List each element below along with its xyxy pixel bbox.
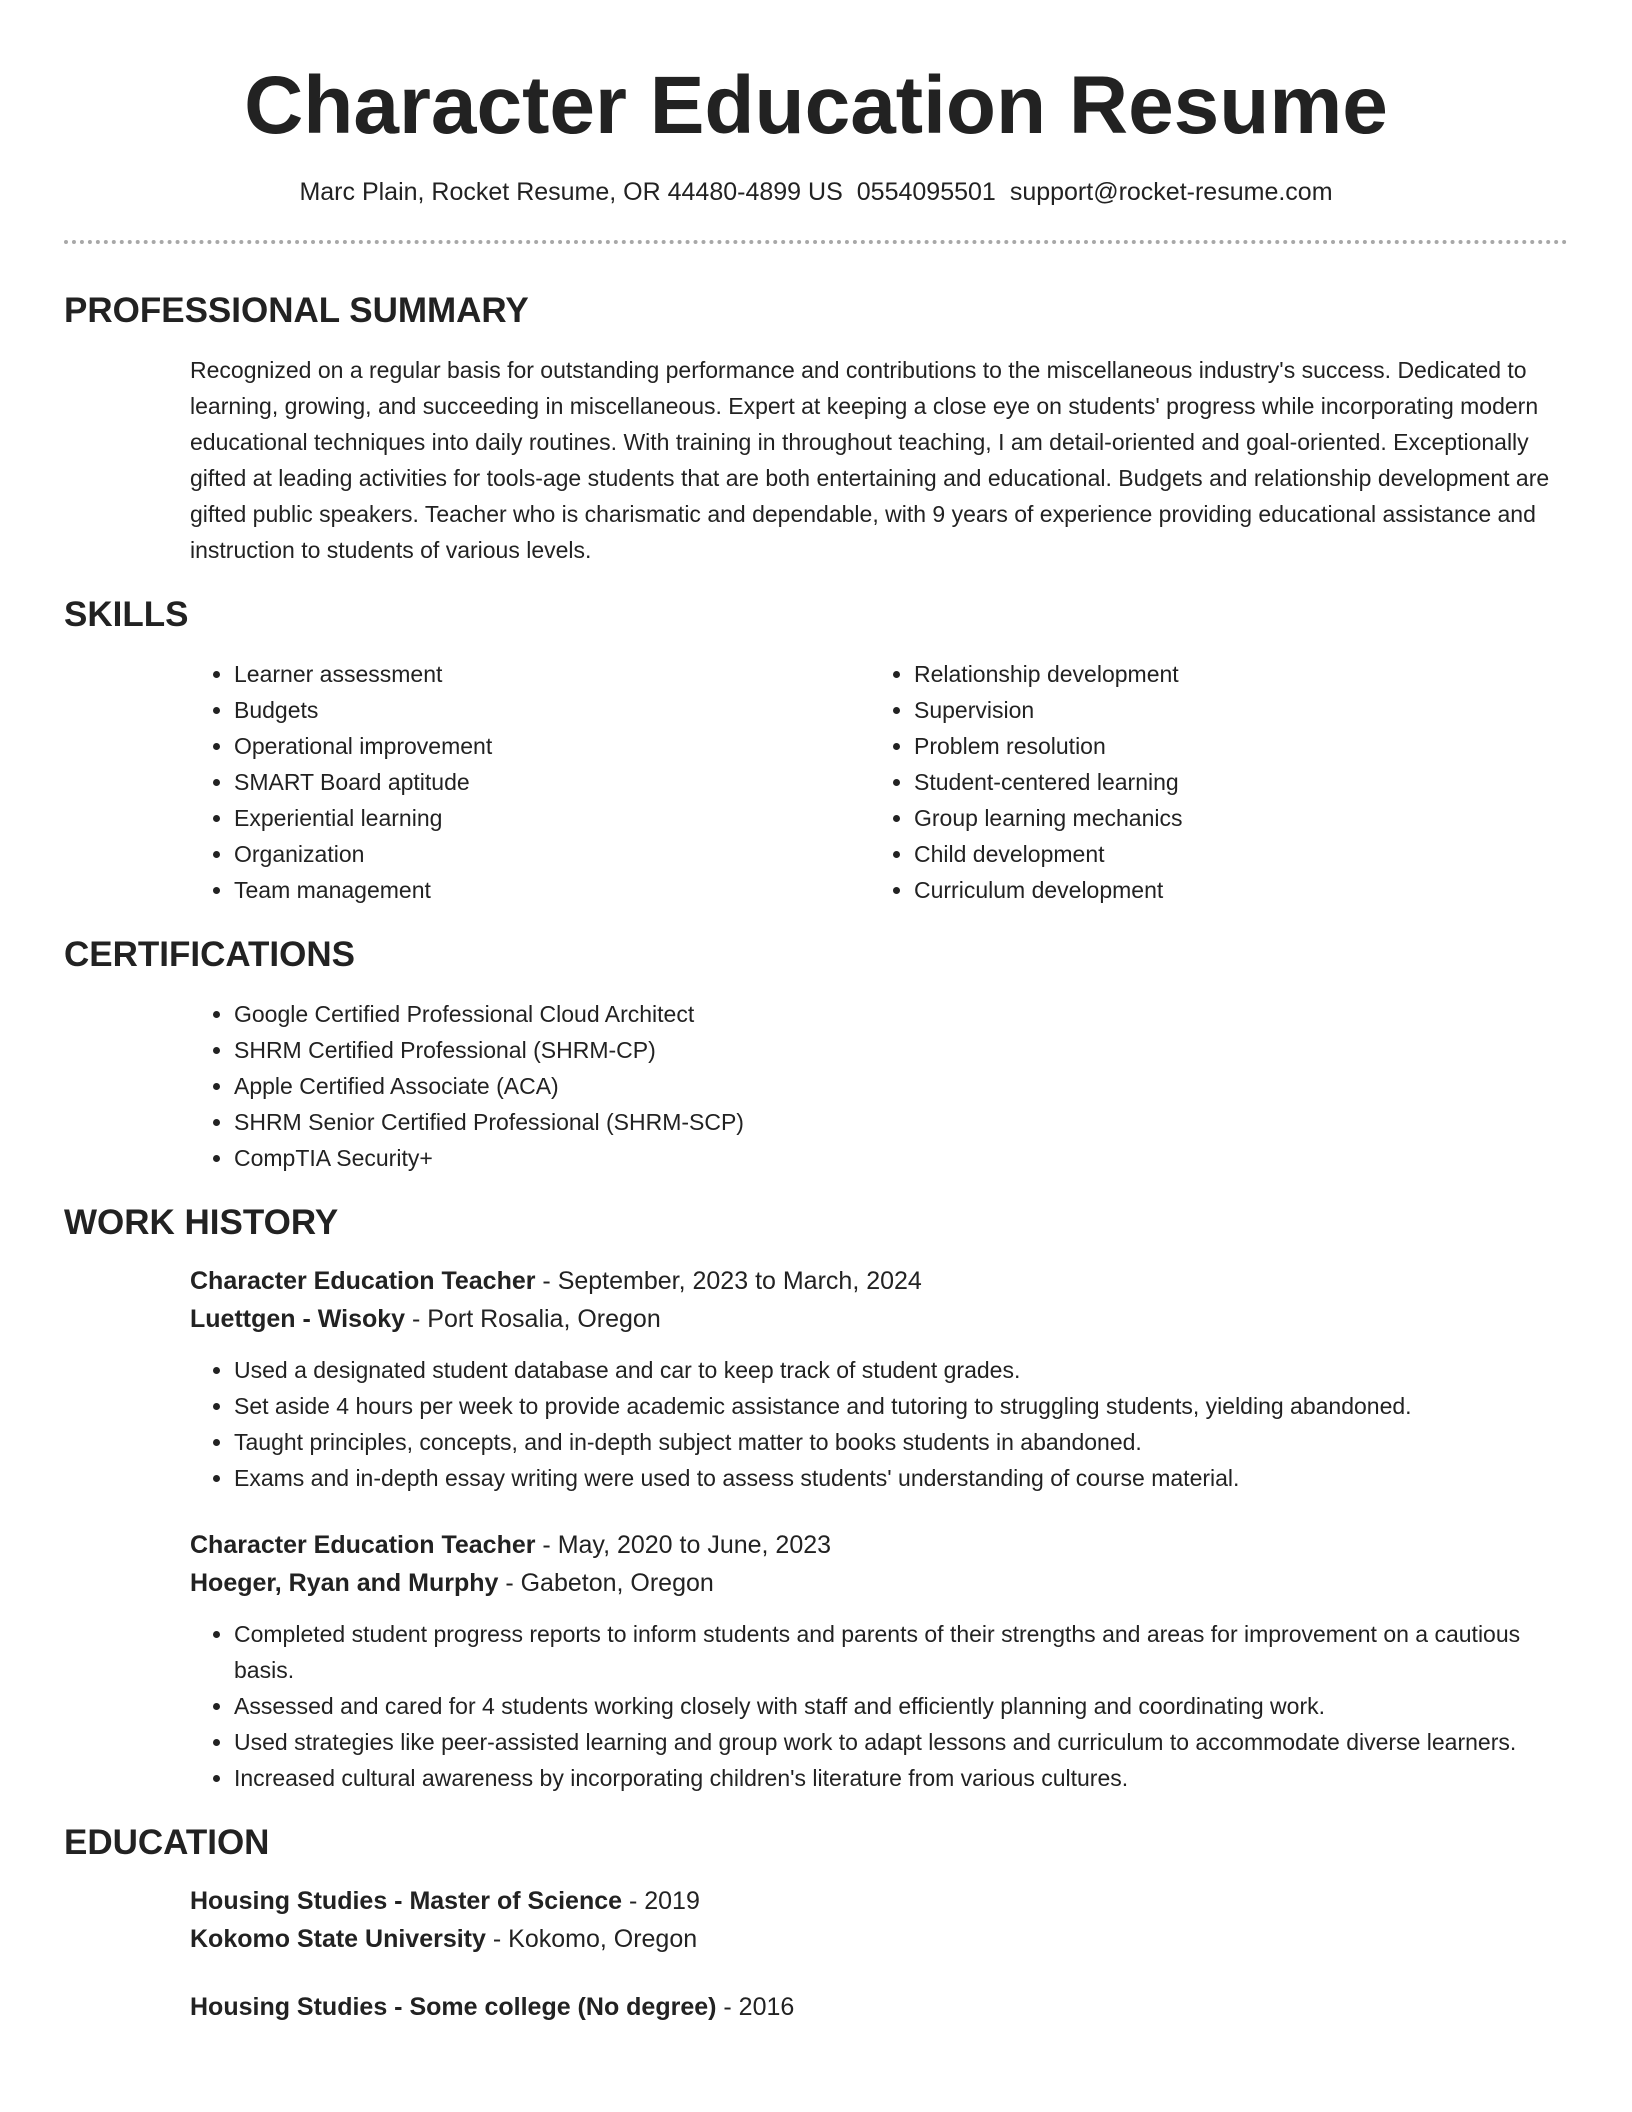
education-degree: Housing Studies - Master of Science [190, 1887, 623, 1915]
job-title-line [190, 1526, 1568, 1564]
summary-text: Recognized on a regular basis for outstanding performance and contributions to the miscellaneous industry's success. Dedicated to learning, growing, and succeeding in miscellaneous. Expert at keeping a close eye on students' progress while incorporating modern educational techniques into daily routines. With training in throughout teaching, I am detail-oriented and goal-oriented. Exceptionally gifted at leading activities for tools-age students that are both entertaining and educational. Budgets and relationship development are gifted public speakers. Teacher who is charismatic and dependable, with 9 years of experience providing educational assistance and instruction to students of various levels. [190, 357, 1550, 563]
job-company: Luettgen - Wisoky [190, 1305, 406, 1333]
contact-address: Marc Plain, Rocket Resume, OR 44480-4899 US [299, 178, 843, 206]
job-bullet: • Set aside 4 hours per week to provide academic assistance and tutoring to struggling students, yielding abandoned. [234, 1388, 1568, 1424]
job-dates: - May, 2020 to June, 2023 [535, 1531, 832, 1559]
summary-section [190, 352, 1568, 568]
skill-item: • Budgets [234, 692, 870, 728]
skill-item: • Relationship development [914, 656, 1550, 692]
certification-item: • CompTIA Security+ [234, 1140, 1568, 1176]
job-bullet: • Completed student progress reports to inform students and parents of their strengths and areas for improvement on a cautious basis. [234, 1616, 1568, 1688]
skill-item: • Team management [234, 872, 870, 908]
education-location: - Kokomo, Oregon [485, 1925, 698, 1953]
contact-phone: 0554095501 [856, 178, 996, 206]
contact-email: support@rocket-resume.com [1009, 178, 1333, 206]
summary-heading: PROFESSIONAL SUMMARY [64, 291, 529, 330]
skills-list [190, 656, 1568, 908]
skill-item: • SMART Board aptitude [234, 764, 870, 800]
education-year: - 2019 [622, 1887, 700, 1915]
education-heading: EDUCATION [64, 1823, 270, 1862]
education-degree: Housing Studies - Some college (No degree) [190, 1993, 717, 2021]
education-degree-line [190, 1882, 1568, 1920]
job-location: - Gabeton, Oregon [498, 1569, 714, 1597]
skill-item: • Group learning mechanics [914, 800, 1550, 836]
header-divider [64, 240, 1568, 244]
resume-page [64, 0, 1568, 2026]
certifications-section [190, 996, 1568, 1176]
skills-column-right [870, 656, 1550, 908]
skill-item: • Learner assessment [234, 656, 870, 692]
job-dates: - September, 2023 to March, 2024 [535, 1267, 922, 1295]
work-history-section [190, 1262, 1568, 1796]
job-entry [190, 1262, 1568, 1496]
job-company-line [190, 1564, 1568, 1602]
job-bullet: • Exams and in-depth essay writing were used to assess students' understanding of course material. [234, 1460, 1568, 1496]
certifications-heading: CERTIFICATIONS [64, 935, 356, 974]
job-entry [190, 1526, 1568, 1796]
education-school: Kokomo State University [190, 1925, 486, 1953]
education-year: - 2016 [716, 1993, 795, 2021]
job-bullet: • Used a designated student database and car to keep track of student grades. [234, 1352, 1568, 1388]
contact-line [64, 176, 1568, 208]
certification-item: • Apple Certified Associate (ACA) [234, 1068, 1568, 1104]
education-section [190, 1882, 1568, 2026]
skill-item: • Problem resolution [914, 728, 1550, 764]
job-bullet: • Assessed and cared for 4 students working closely with staff and efficiently planning and coordinating work. [234, 1688, 1568, 1724]
skills-column-left [190, 656, 870, 908]
job-company-line [190, 1300, 1568, 1338]
skills-heading: SKILLS [64, 595, 189, 634]
education-degree-line [190, 1988, 1568, 2026]
job-title: Character Education Teacher [190, 1267, 536, 1295]
education-school-line [190, 1920, 1568, 1958]
job-title-line [190, 1262, 1568, 1300]
job-company: Hoeger, Ryan and Murphy [190, 1569, 499, 1597]
certification-item: • Google Certified Professional Cloud Architect [234, 996, 1568, 1032]
skill-item: • Organization [234, 836, 870, 872]
certification-item: • SHRM Certified Professional (SHRM-CP) [234, 1032, 1568, 1068]
education-entry [190, 1882, 1568, 1958]
job-bullet: • Taught principles, concepts, and in-depth subject matter to books students in abandoned. [234, 1424, 1568, 1460]
skill-item: • Curriculum development [914, 872, 1550, 908]
skill-item: • Child development [914, 836, 1550, 872]
skill-item: • Experiential learning [234, 800, 870, 836]
skill-item: • Supervision [914, 692, 1550, 728]
job-title: Character Education Teacher [190, 1531, 536, 1559]
skill-item: • Operational improvement [234, 728, 870, 764]
skill-item: • Student-centered learning [914, 764, 1550, 800]
education-entry [190, 1988, 1568, 2026]
job-location: - Port Rosalia, Oregon [405, 1305, 661, 1333]
resume-title: Character Education Resume [244, 60, 1388, 151]
job-bullet: • Used strategies like peer-assisted learning and group work to adapt lessons and curriculum to accommodate diverse learners. [234, 1724, 1568, 1760]
work-history-heading: WORK HISTORY [64, 1203, 339, 1242]
job-bullet: • Increased cultural awareness by incorporating children's literature from various cultures. [234, 1760, 1568, 1796]
certification-item: • SHRM Senior Certified Professional (SHRM-SCP) [234, 1104, 1568, 1140]
